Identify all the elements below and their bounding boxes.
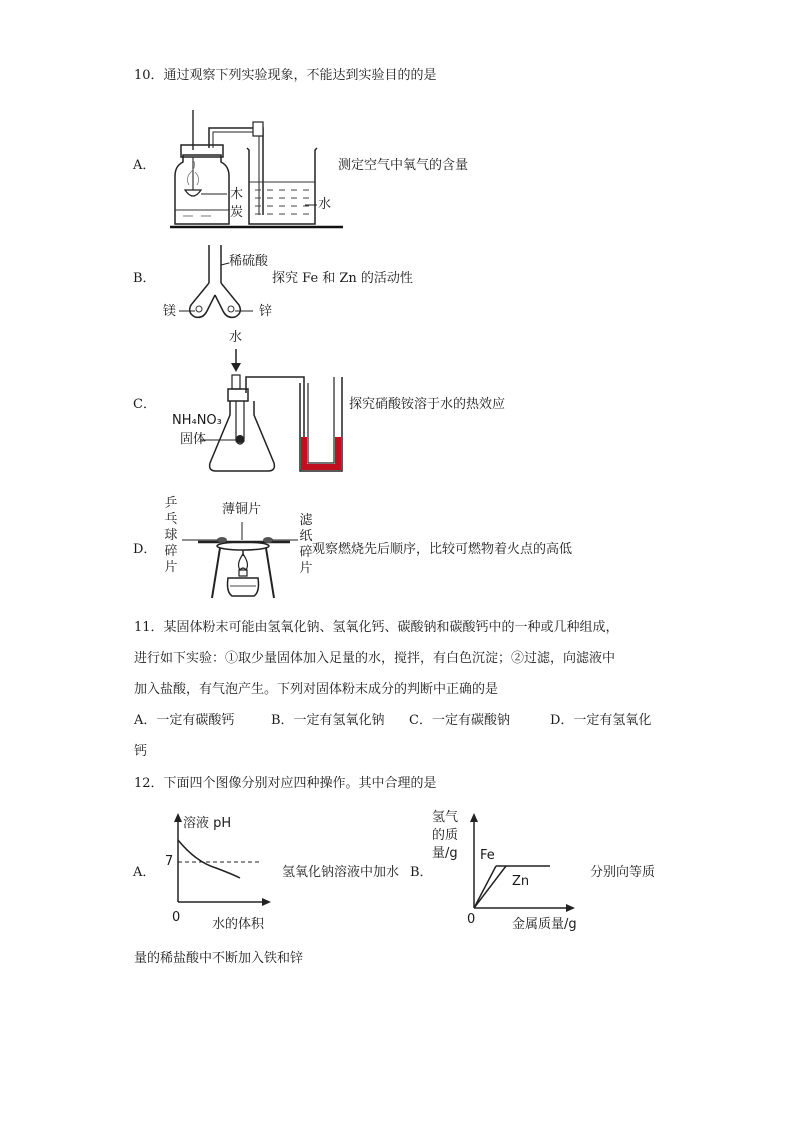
q12-option-b-letter: B． (410, 865, 433, 880)
q11-line-2: 进行如下实验：①取少量固体加入足量的水，搅拌，有白色沉淀；②过滤，向滤液中 (134, 651, 616, 666)
q10-a-label-water: 水 (318, 197, 332, 212)
q10-a-label-charcoal-2: 炭 (230, 205, 244, 220)
q10-option-d-desc: 观察燃烧先后顺序，比较可燃物着火点的高低 (312, 542, 573, 557)
q12-option-b-desc: 分别向等质 (590, 865, 656, 880)
q12-graph-b-x-label: 金属质量/g (512, 917, 577, 932)
q10-c-label-water: 水 (229, 330, 243, 345)
q12-stem: 12．下面四个图像分别对应四种操作。其中合理的是 (134, 776, 437, 791)
q10-option-d-letter: D． (133, 542, 157, 557)
q10-a-label-charcoal-1: 木 (230, 187, 244, 202)
q10-b-label-zn: 锌 (259, 304, 273, 319)
q12-graph-b (460, 810, 580, 920)
q10-d-label-paper: 滤纸碎片 (299, 513, 313, 576)
q10-c-flask-u-tube (200, 347, 350, 477)
q10-d-label-copper: 薄铜片 (222, 502, 262, 517)
q12-graph-a-y-label: 溶液 pH (183, 816, 232, 831)
q12-graph-b-origin: 0 (467, 912, 476, 927)
q10-b-label-mg: 镁 (163, 304, 177, 319)
q12-option-a-desc: 氢氧化钠溶液中加水 (282, 865, 400, 880)
q10-option-c-desc: 探究硝酸铵溶于水的热效应 (349, 397, 506, 412)
q11-line-3: 加入盐酸，有气泡产生。下列对固体粉末成分的判断中正确的是 (134, 682, 499, 697)
q10-option-a-desc: 测定空气中氧气的含量 (338, 158, 469, 173)
q10-d-label-pingpong: 乒乓球碎片 (164, 496, 178, 575)
q10-c-label-nh4no3: NH₄NO₃ (172, 413, 222, 428)
q12-graph-b-y-label-3: 量/g (432, 846, 458, 861)
q10-b-label-acid: 稀硫酸 (229, 254, 269, 269)
q10-stem: 10．通过观察下列实验现象，不能达到实验目的的是 (134, 68, 437, 83)
q11-option-d: D．一定有氢氧化 (550, 713, 652, 728)
q12-graph-a-x-label: 水的体积 (212, 917, 265, 932)
q12-option-a-letter: A． (133, 865, 156, 880)
q10-a-oxygen-apparatus (165, 110, 345, 235)
q11-option-b: B．一定有氢氧化钠 (271, 713, 385, 728)
q11-line-1: 11．某固体粉末可能由氢氧化钠、氢氧化钙、碳酸钠和碳酸钙中的一种或几种组成， (134, 620, 619, 635)
q10-c-label-solid: 固体 (180, 432, 207, 447)
q12-graph-a-origin: 0 (172, 910, 181, 925)
q11-option-d-continued: 钙 (134, 744, 148, 759)
q12-graph-b-series-fe: Fe (480, 848, 495, 863)
q12-graph-b-y-label-1: 氢气 (432, 810, 459, 825)
q10-d-tripod-burner (180, 520, 300, 600)
q12-graph-a-ref-value: 7 (165, 854, 174, 869)
q12-graph-b-series-zn: Zn (512, 874, 530, 889)
q11-option-a: A．一定有碳酸钙 (134, 713, 235, 728)
q10-option-b-desc: 探究 Fe 和 Zn 的活动性 (272, 271, 413, 286)
q10-option-a-letter: A． (133, 158, 156, 173)
q10-option-b-letter: B． (133, 271, 156, 286)
q12-graph-b-y-label-2: 的质 (432, 828, 459, 843)
q10-option-c-letter: C． (133, 397, 156, 412)
q11-option-c: C．一定有碳酸钠 (409, 713, 510, 728)
q12-option-b-desc-continued: 量的稀盐酸中不断加入铁和锌 (134, 951, 304, 966)
